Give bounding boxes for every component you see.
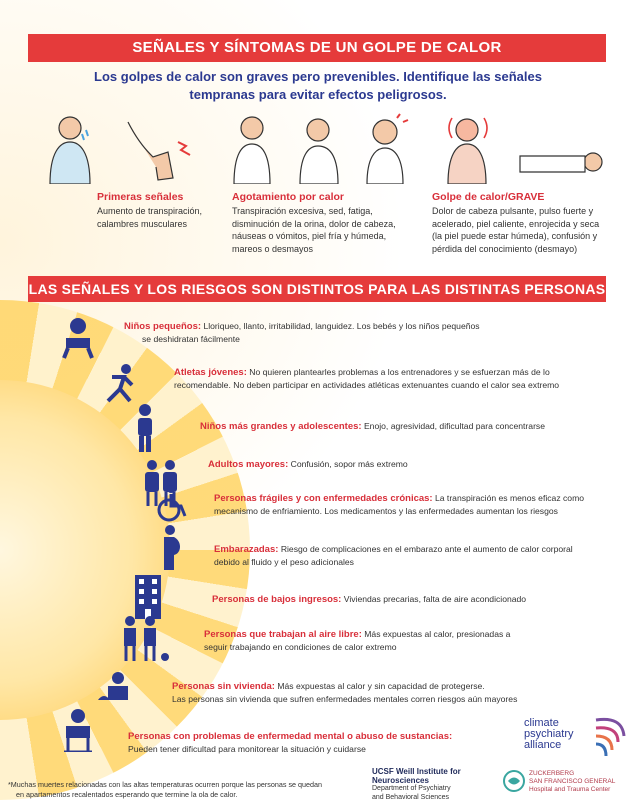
subtitle <box>40 68 596 104</box>
dizzy-person-icon <box>432 112 502 184</box>
cpa-line: alliance <box>524 739 562 751</box>
stage-3-desc-line: acelerado, piel caliente, enrojecida y seca <box>432 218 600 229</box>
leg-cramp-icon <box>118 112 200 184</box>
group-text: Más expuestas al calor y sin capacidad de protegerse. <box>277 681 485 691</box>
ucsf-line: and Behavioral Sciences <box>372 793 450 801</box>
cpa-line: psychiatry <box>524 728 574 740</box>
group-text: Pueden tener dificultad para monitorear la situación y cuidarse <box>128 744 366 754</box>
group-text-cont: mecanismo de enfriamiento. Los medicamentos y las enfermedades aumentan los riesgos <box>214 506 558 516</box>
stage-1-desc-line: Aumento de transpiración, <box>97 206 203 216</box>
group-row <box>200 420 620 433</box>
group-text-cont: seguir trabajando en condiciones de calor extremo <box>204 642 397 652</box>
runner-icon <box>100 363 138 403</box>
footnote <box>8 780 353 799</box>
stage-3-title: Golpe de calor/GRAVE <box>432 191 545 203</box>
stage-2-desc-line: Transpiración excesiva, sed, fatiga, <box>232 206 373 216</box>
nauseous-person-icon <box>290 112 350 184</box>
group-label: Personas con problemas de enfermedad mental o abuso de sustancias: <box>128 731 453 742</box>
zsfg-line: SAN FRANCISCO GENERAL <box>529 778 616 785</box>
stage-1-title: Primeras señales <box>97 191 184 203</box>
group-row <box>172 680 612 705</box>
stage-2-desc-line: disminución de la orina, dolor de cabeza, <box>232 218 396 229</box>
group-text-cont: debido al fluido y el peso adicionales <box>214 557 354 567</box>
group-row <box>214 543 614 568</box>
group-label: Niños pequeños: <box>124 321 202 332</box>
group-label: Adultos mayores: <box>208 459 289 470</box>
stage-2-desc <box>232 205 422 255</box>
section-2-banner: LAS SEÑALES Y LOS RIESGOS SON DISTINTOS PARA LAS DISTINTAS PERSONAS <box>28 276 606 302</box>
group-row <box>124 320 604 345</box>
cpa-mark-icon <box>592 712 628 760</box>
stage-2-desc-line: mareos o desmayos <box>232 243 314 254</box>
group-text: Enojo, agresividad, dificultad para concentrarse <box>363 421 546 431</box>
group-row <box>208 458 608 471</box>
sweating-person-icon <box>40 112 100 184</box>
stage-2-desc-line: náuseas o vómitos, piel fría y húmeda, <box>232 231 387 241</box>
group-text-cont: Las personas sin vivienda que sufren enfermedades mentales corren riesgos aún mayores <box>172 694 518 704</box>
zsfg-line: Hospital and Trauma Center <box>529 786 611 793</box>
group-label: Embarazadas: <box>214 544 279 555</box>
group-label: Personas que trabajan al aire libre: <box>204 629 362 640</box>
ucsf-line: UCSF Weill Institute for Neurosciences <box>372 767 461 785</box>
group-text: La transpiración es menos eficaz como <box>434 493 585 503</box>
footnote-line: *Muchas muertes relacionadas con las altas temperaturas ocurren porque las personas se quedan <box>8 780 323 789</box>
exhausted-person-icon <box>222 112 282 184</box>
pregnant-icon <box>158 524 184 570</box>
group-text: No quieren plantearles problemas a los entrenadores y se esfuerzan más de lo <box>249 367 550 377</box>
ucsf-line: Department of Psychiatry <box>372 785 451 792</box>
group-row <box>174 366 614 391</box>
group-text-cont: recomendable. No deben participar en actividades atléticas extenuantes cuando el calor sea extremo <box>174 380 560 390</box>
cpa-line: climate <box>524 717 559 729</box>
main-title-banner: SEÑALES Y SÍNTOMAS DE UN GOLPE DE CALOR <box>28 34 606 62</box>
footnote-line: en apartamentos recalentados esperando que termine la ola de calor. <box>16 789 238 799</box>
subtitle-line-2: tempranas para evitar efectos peligrosos. <box>189 87 447 102</box>
stage-1-desc <box>97 205 227 230</box>
group-row <box>214 492 614 517</box>
outdoor-worker-icon <box>118 615 170 663</box>
group-label: Niños más grandes y adolescentes: <box>200 421 362 432</box>
stage-1-desc-line: calambres musculares <box>97 218 188 229</box>
group-text: Viviendas precarias, falta de aire acondicionado <box>343 594 527 604</box>
group-label: Personas frágiles y con enfermedades crónicas: <box>214 493 433 504</box>
group-text: Lloriqueo, llanto, irritabilidad, languidez. Los bebés y los niños pequeños <box>203 321 480 331</box>
climate-psychiatry-alliance-logo <box>524 712 629 764</box>
stage-3-desc-line: Dolor de cabeza pulsante, pulso fuerte y <box>432 206 594 216</box>
group-label: Personas de bajos ingresos: <box>212 594 342 605</box>
crying-child-icon <box>58 316 98 360</box>
fainted-person-icon <box>515 112 605 184</box>
group-row <box>128 730 528 755</box>
mental-health-icon <box>58 708 98 752</box>
group-text: Riesgo de complicaciones en el embarazo ante el aumento de calor corporal <box>280 544 573 554</box>
group-row <box>212 593 612 606</box>
group-row <box>204 628 614 653</box>
teen-icon <box>132 402 158 452</box>
stage-3-desc-line: pérdida del conocimiento (desmayo) <box>432 243 578 254</box>
group-label: Atletas jóvenes: <box>174 367 247 378</box>
wheelchair-icon <box>155 484 191 522</box>
group-text-cont: se deshidratan fácilmente <box>142 334 240 344</box>
group-text: Confusión, sopor más extremo <box>290 459 408 469</box>
headache-person-icon <box>355 112 415 184</box>
group-text: Más expuestas al calor, presionadas a <box>364 629 511 639</box>
zsfg-logo <box>505 770 630 794</box>
zsfg-line: ZUCKERBERG <box>529 770 575 777</box>
building-icon <box>133 573 163 619</box>
zsfg-mark-icon <box>503 770 525 792</box>
subtitle-line-1: Los golpes de calor son graves pero prevenibles. Identifique las señales <box>94 69 542 84</box>
group-label: Personas sin vivienda: <box>172 681 275 692</box>
stage-3-desc-line: (la piel puede estar húmeda), confusión y <box>432 231 598 241</box>
stage-3-desc <box>432 205 627 255</box>
ucsf-logo <box>372 768 492 802</box>
homeless-icon <box>96 670 130 706</box>
stage-2-title: Agotamiento por calor <box>232 191 345 203</box>
